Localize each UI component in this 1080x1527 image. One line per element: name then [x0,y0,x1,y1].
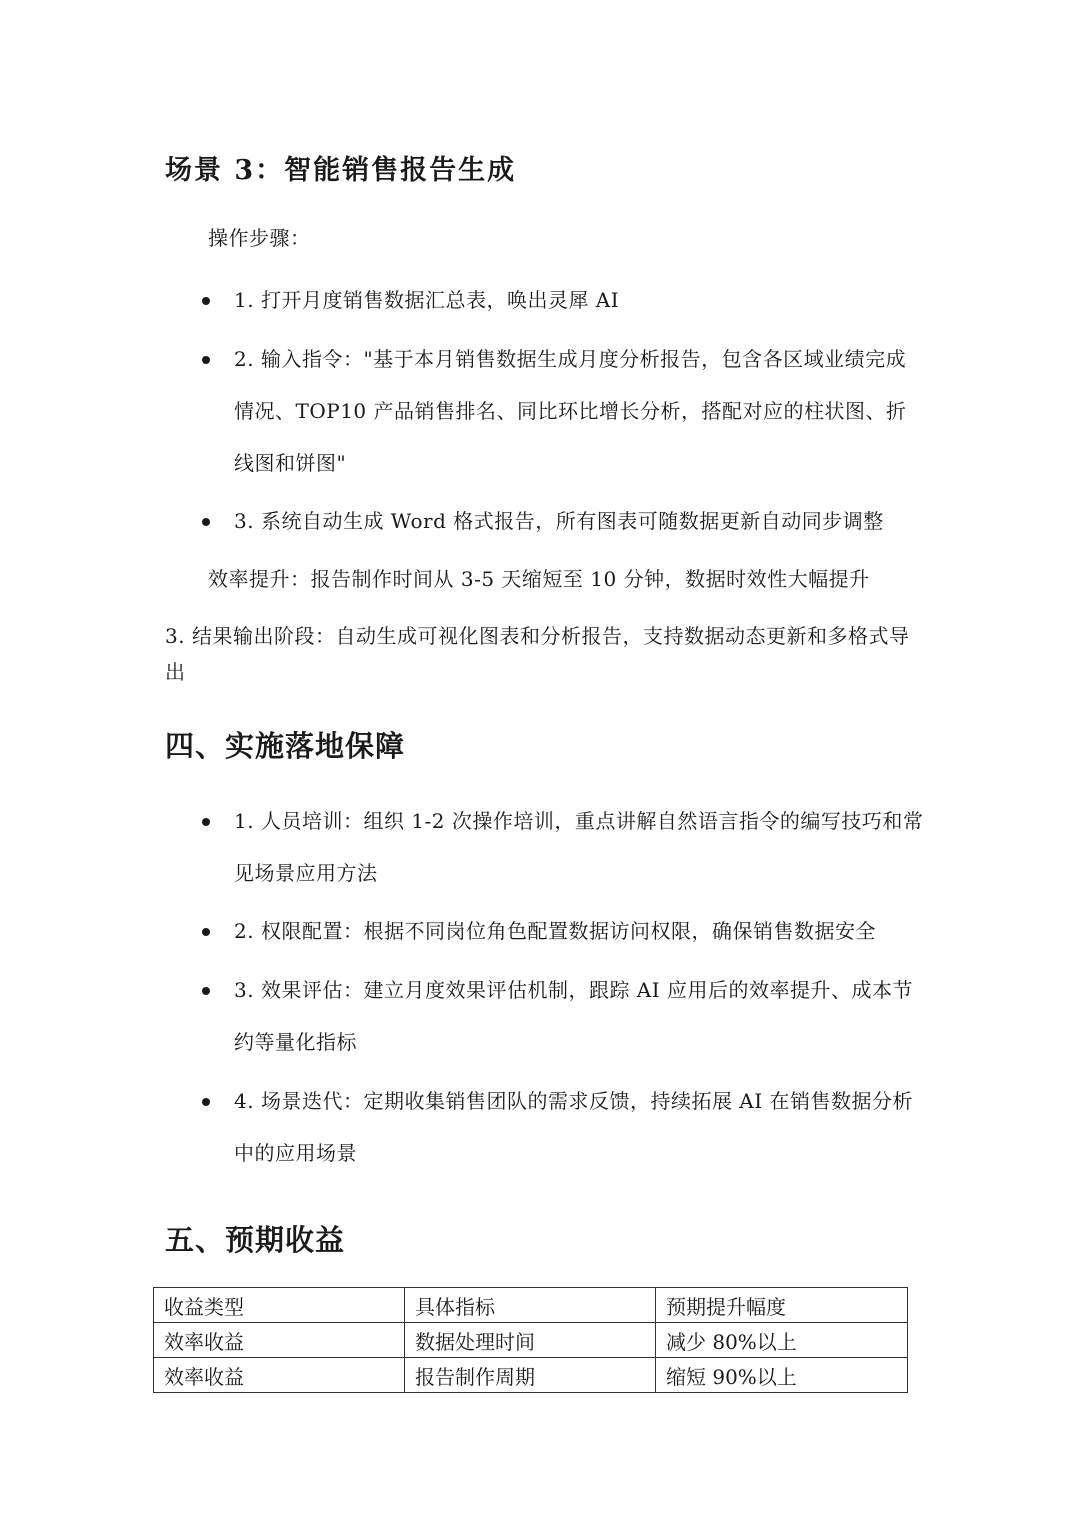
efficiency-note: 效率提升：报告制作时间从 3-5 天缩短至 10 分钟，数据时效性大幅提升 [208,567,870,591]
table-cell: 效率收益 [154,1358,405,1393]
bullet-icon [202,1098,210,1106]
table-header-cell: 具体指标 [405,1288,656,1323]
table-header-cell: 收益类型 [154,1288,405,1323]
guarantee-item: 1. 人员培训：组织 1-2 次操作培训，重点讲解自然语言指令的编写技巧和常见场景应用方法 [234,809,924,885]
output-stage-paragraph: 3. 结果输出阶段：自动生成可视化图表和分析报告，支持数据动态更新和多格式导出 [165,624,910,684]
scenario-title: 场景 3：智能销售报告生成 [165,155,517,186]
bullet-icon [202,818,210,826]
section4-title: 四、实施落地保障 [165,729,406,763]
section5-title: 五、预期收益 [165,1223,346,1257]
bullet-icon [202,518,210,526]
table-cell: 减少 80%以上 [656,1323,908,1358]
table-cell: 数据处理时间 [405,1323,656,1358]
step-item: 2. 输入指令："基于本月销售数据生成月度分析报告，包含各区域业绩完成情况、TOP10 产品销售排名、同比环比增长分析，搭配对应的柱状图、折线图和饼图" [234,347,907,475]
step-item: 3. 系统自动生成 Word 格式报告，所有图表可随数据更新自动同步调整 [234,509,884,533]
table-row [154,1323,908,1358]
table-cell: 缩短 90%以上 [656,1358,908,1393]
benefits-table [153,1287,908,1393]
bullet-icon [202,987,210,995]
table-cell: 效率收益 [154,1323,405,1358]
guarantee-item: 2. 权限配置：根据不同岗位角色配置数据访问权限，确保销售数据安全 [234,919,876,943]
step-item: 1. 打开月度销售数据汇总表，唤出灵犀 AI [234,288,620,312]
table-header-row [154,1288,908,1323]
guarantee-item: 3. 效果评估：建立月度效果评估机制，跟踪 AI 应用后的效率提升、成本节约等量化指标 [234,978,913,1054]
bullet-icon [202,356,210,364]
table-cell: 报告制作周期 [405,1358,656,1393]
table-header-cell: 预期提升幅度 [656,1288,908,1323]
guarantee-item: 4. 场景迭代：定期收集销售团队的需求反馈，持续拓展 AI 在销售数据分析中的应用场景 [234,1089,913,1165]
bullet-icon [202,297,210,305]
steps-label: 操作步骤： [208,226,311,250]
table-row [154,1358,908,1393]
bullet-icon [202,928,210,936]
